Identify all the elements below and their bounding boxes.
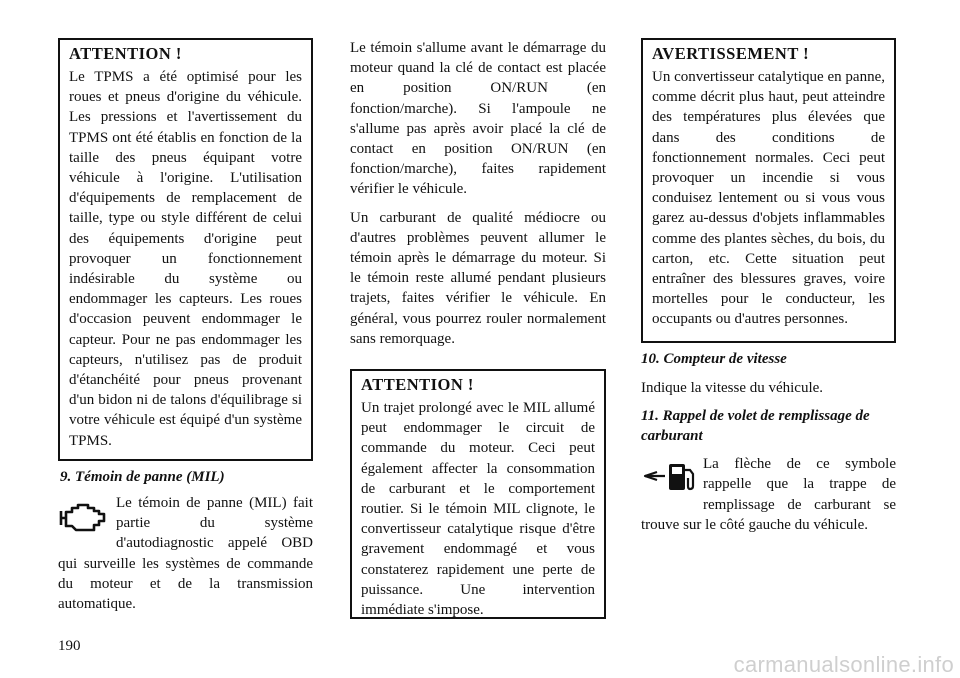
column-2 [350,0,606,619]
speedometer-description: Indique la vitesse du véhicule. [641,380,824,396]
warning-box-catalytic [641,38,896,343]
engine-icon [58,503,108,538]
column-1 [58,0,313,614]
fuel-door-description: La flèche de ce symbole rappelle que la trappe de remplissage de carburant se trouve sur le côté gauche du véhicule. [641,456,896,533]
page-number: 190 [58,638,81,654]
attention-title: ATTENTION ! [69,44,182,63]
column-3 [641,0,896,535]
warning-body: Un convertisseur catalytique en panne, comme décrit plus haut, peut atteindre des températures plus élevées que dans des conditions de fonctionnement normales. Ceci peut provoquer un incendie si vous conduisez lentement ou si vous vous garez au-dessus d'objets inflammables comme des plantes sèches, du bois, du carton, etc. Cette situation peut entraîner des blessures graves, voire mortelles pour le conducteur, les occupants ou d'autres personnes. [652,69,885,328]
mil-description: Le témoin de panne (MIL) fait partie du système d'autodiagnostic appelé OBD qui surveille les systèmes de commande du moteur et de la transmission automatique. [58,495,313,613]
mil-section [58,493,313,614]
warning-title: AVERTISSEMENT ! [652,44,810,63]
speedometer-heading: 10. Compteur de vitesse [641,351,787,367]
mil-para-2: Un carburant de qualité médiocre ou d'autres problèmes peuvent allumer le témoin après le démarrage du moteur. Si le témoin reste allumé pendant plusieurs trajets, faites vérifier le véhicule. En général, vous pourrez rouler normalement sans remorquage. [350,209,606,347]
mil-para-1: Le témoin s'allume avant le démarrage du moteur quand la clé de contact est placée en position ON/RUN (en fonction/marche). Si l'ampoule ne s'allume pas après avoir placé la clé de contact en position ON/RUN (en fonction/marche), faites rapidement vérifier le véhicule. [350,40,606,198]
fuel-door-heading: 11. Rappel de volet de remplissage de carburant [641,408,870,445]
mil-heading: 9. Témoin de panne (MIL) [60,469,225,485]
watermark: carmanualsonline.info [733,652,954,677]
attention-body: Un trajet prolongé avec le MIL allumé peut endommager le circuit de commande du moteur. Ceci peut également affecter la consommation de carburant et le comportement routier. Si le témoin MIL clignote, le convertisseur catalytique risque d'être gravement endommagé et vous constaterez rapidement une perte de puissance. Une intervention immédiate s'impose. [361,400,595,619]
attention-box-mil [350,369,606,619]
attention-body: Le TPMS a été optimisé pour les roues et pneus d'origine du véhicule. Les pressions et l'avertissement du TPMS ont été établis en fonction de la taille des pneus équipant votre véhicule à l'origine. L'utilisation d'équipements de remplacement de taille, type ou style différent de celui des équipements d'origine peut provoquer un fonctionnement indésirable du système ou endommager les capteurs. Les roues d'occasion peuvent endommager le capteur. Pour ne pas endommager les capteurs, n'utilisez pas de produit d'étanchéité pour pneus provenant d'un bidon ni de talons d'équilibrage si votre véhicule est équipé d'un système TPMS. [69,69,302,449]
attention-box-tpms [58,38,313,461]
fuel-section [641,454,896,535]
fuel-pump-arrow-icon [643,460,701,499]
attention-title: ATTENTION ! [361,375,474,395]
